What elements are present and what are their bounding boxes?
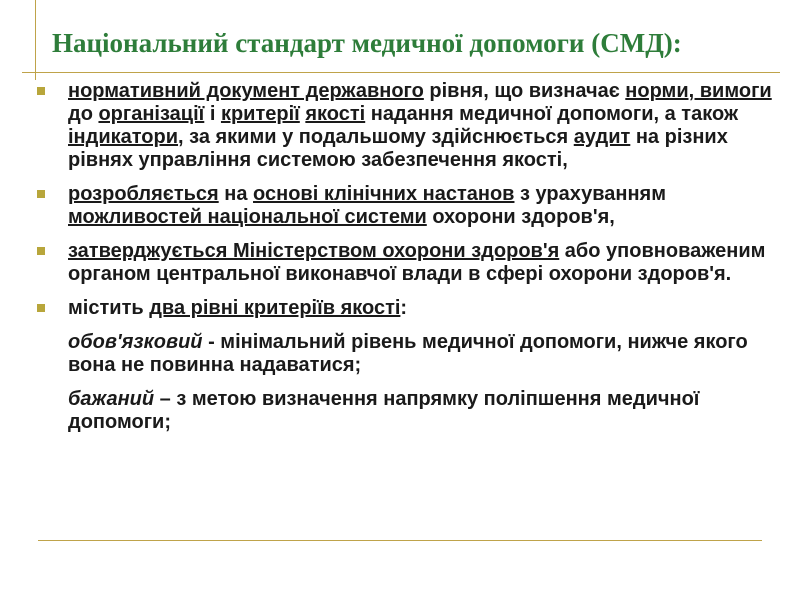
square-bullet-icon (37, 304, 45, 312)
bullet-item (36, 297, 791, 320)
underlined-term: затверджується Міністерством охорони здоров'я (68, 240, 560, 262)
underlined-term: розробляється (68, 183, 219, 205)
item-text: - мінімальний рівень медичної допомоги, нижче якого вона не повинна надаватися; (68, 331, 748, 376)
bullet-item (36, 183, 791, 229)
item-text: : (400, 297, 408, 319)
title-underline (22, 72, 780, 73)
underlined-term: основі клінічних настанов (253, 183, 515, 205)
item-text: містить (68, 297, 150, 319)
footer-line (38, 540, 762, 541)
underlined-term: якості (305, 103, 366, 125)
underlined-term: два рівні критеріїв якості (149, 297, 401, 319)
frame-vertical-line (35, 0, 36, 80)
bullet-item (36, 388, 791, 434)
slide-title: Національний стандарт медичної допомоги (СМД): (52, 28, 682, 58)
underlined-term: нормативний документ державного (68, 80, 424, 102)
item-text: на різних рівнях управління системою забезпечення якості, (68, 126, 728, 171)
underlined-term: індикатори (68, 126, 179, 148)
square-bullet-icon (37, 87, 45, 95)
square-bullet-icon (37, 190, 45, 198)
italic-term: бажаний (68, 388, 155, 410)
underlined-term: аудит (573, 126, 631, 148)
square-bullet-icon (37, 247, 45, 255)
item-text: до (68, 103, 99, 125)
italic-term: обов'язковий (68, 331, 203, 353)
item-text: – з метою визначення напрямку поліпшення медичної допомоги; (68, 388, 700, 433)
underlined-term: норми, вимоги (625, 80, 772, 102)
bullet-item (36, 331, 791, 377)
bullet-list (36, 80, 791, 445)
item-text: надання медичної допомоги, а також (365, 103, 739, 125)
item-text: охорони здоров'я, (426, 206, 615, 228)
bullet-item (36, 80, 791, 172)
item-text: або уповноваженим органом центральної виконавчої влади в сфері охорони здоров'я. (68, 240, 766, 285)
item-text: і (204, 103, 221, 125)
item-text: рівня, що визначає (423, 80, 626, 102)
underlined-term: критерії (220, 103, 300, 125)
bullet-item (36, 240, 791, 286)
underlined-term: організації (98, 103, 205, 125)
item-text: з урахуванням (514, 183, 666, 205)
item-text: , за якими у подальшому здійснюється (178, 126, 574, 148)
item-text: на (218, 183, 254, 205)
underlined-term: можливостей національної системи (68, 206, 427, 228)
